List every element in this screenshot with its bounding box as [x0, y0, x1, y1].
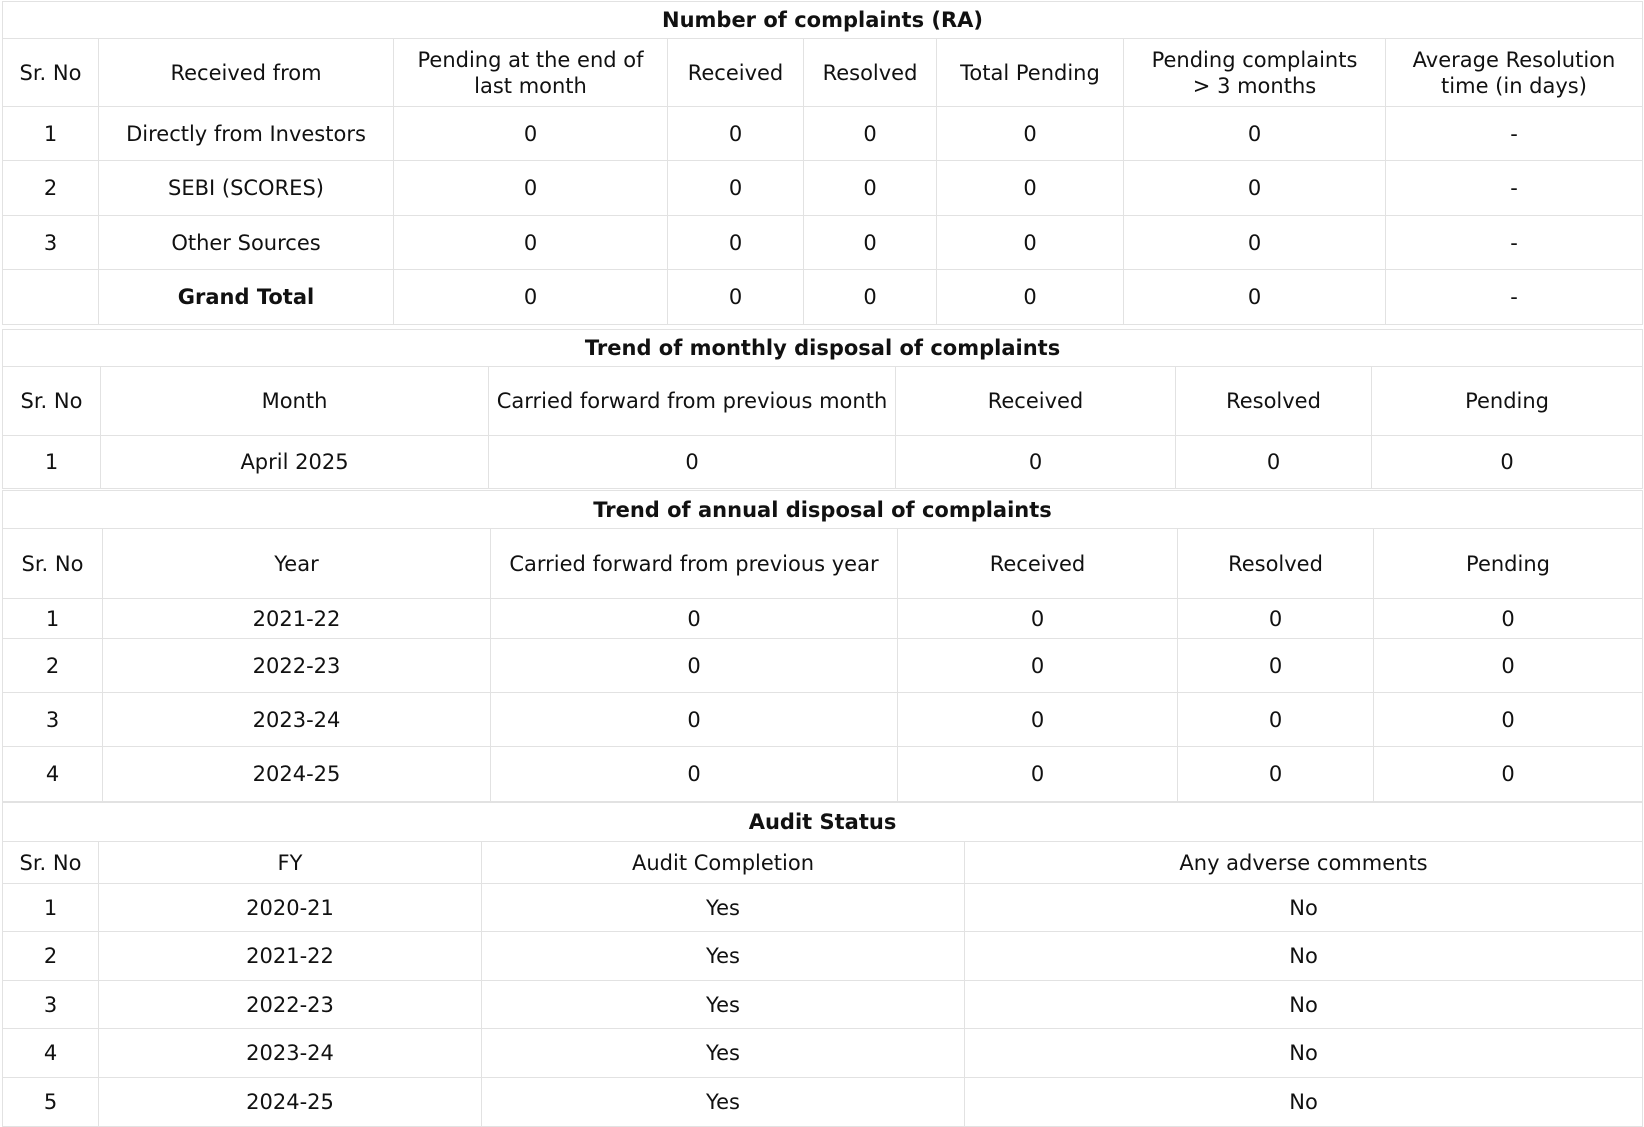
header-row — [3, 39, 1643, 107]
cell-total-pending: 0 — [937, 107, 1124, 161]
cell-received: 0 — [898, 747, 1178, 802]
table-row — [3, 884, 1643, 932]
col-header-pending: Pending — [1372, 367, 1643, 436]
cell-sr: 1 — [3, 599, 103, 639]
header-row — [3, 842, 1643, 884]
cell-year: 2022-23 — [103, 639, 491, 693]
cell-pending: 0 — [1372, 436, 1643, 489]
cell-fy: 2022-23 — [99, 981, 482, 1029]
col-header-resolved: Resolved — [804, 39, 937, 107]
cell-total-pending: 0 — [937, 216, 1124, 270]
header-row — [3, 529, 1643, 599]
col-header-received: Received — [668, 39, 804, 107]
cell-completion: Yes — [482, 932, 965, 981]
cell-completion: Yes — [482, 1078, 965, 1127]
col-header-audit-completion: Audit Completion — [482, 842, 965, 884]
audit-table-title: Audit Status — [3, 803, 1643, 842]
cell-received: 0 — [898, 693, 1178, 747]
col-header-sr-no: Sr. No — [3, 39, 99, 107]
cell-adverse: No — [965, 1078, 1643, 1127]
col-header-pending-end — [394, 39, 668, 107]
cell-fy: 2021-22 — [99, 932, 482, 981]
cell-resolved: 0 — [1176, 436, 1372, 489]
cell-carried: 0 — [491, 639, 898, 693]
cell-pending-3m: 0 — [1124, 161, 1386, 216]
cell-total-pending: 0 — [937, 270, 1124, 325]
cell-fy: 2020-21 — [99, 884, 482, 932]
cell-sr: 3 — [3, 216, 99, 270]
cell-completion: Yes — [482, 884, 965, 932]
complaints-table-title: Number of complaints (RA) — [3, 2, 1643, 39]
col-header-resolved: Resolved — [1176, 367, 1372, 436]
cell-received: 0 — [668, 161, 804, 216]
cell-pending-3m: 0 — [1124, 216, 1386, 270]
complaints-table — [2, 1, 1643, 325]
monthly-table-title: Trend of monthly disposal of complaints — [3, 330, 1643, 367]
col-header-sr-no: Sr. No — [3, 842, 99, 884]
cell-resolved: 0 — [1178, 639, 1374, 693]
table-row — [3, 1029, 1643, 1078]
table-row — [3, 436, 1643, 489]
col-header-fy: FY — [99, 842, 482, 884]
cell-resolved: 0 — [1178, 599, 1374, 639]
cell-resolved: 0 — [804, 216, 937, 270]
cell-pending: 0 — [1374, 599, 1643, 639]
table-title-row — [3, 2, 1643, 39]
cell-resolved: 0 — [804, 107, 937, 161]
cell-year: 2021-22 — [103, 599, 491, 639]
cell-sr — [3, 270, 99, 325]
table-row — [3, 1078, 1643, 1127]
cell-avg: - — [1386, 107, 1643, 161]
cell-carried: 0 — [489, 436, 896, 489]
cell-pending: 0 — [1374, 693, 1643, 747]
cell-adverse: No — [965, 932, 1643, 981]
cell-adverse: No — [965, 981, 1643, 1029]
col-header-month: Month — [101, 367, 489, 436]
cell-pending-end: 0 — [394, 107, 668, 161]
table-row — [3, 747, 1643, 802]
cell-sr: 2 — [3, 161, 99, 216]
cell-resolved: 0 — [804, 270, 937, 325]
cell-adverse: No — [965, 884, 1643, 932]
cell-sr: 1 — [3, 107, 99, 161]
cell-pending-3m: 0 — [1124, 270, 1386, 325]
col-header-total-pending: Total Pending — [937, 39, 1124, 107]
cell-sr: 4 — [3, 747, 103, 802]
cell-sr: 1 — [3, 436, 101, 489]
annual-table-title: Trend of annual disposal of complaints — [3, 491, 1643, 529]
table-row — [3, 932, 1643, 981]
header-line: > 3 months — [1192, 73, 1317, 98]
annual-disposal-table — [2, 490, 1643, 802]
cell-pending-end: 0 — [394, 161, 668, 216]
table-row — [3, 107, 1643, 161]
col-header-year: Year — [103, 529, 491, 599]
col-header-sr-no: Sr. No — [3, 529, 103, 599]
cell-resolved: 0 — [804, 161, 937, 216]
cell-received: 0 — [668, 107, 804, 161]
cell-sr: 3 — [3, 693, 103, 747]
cell-resolved: 0 — [1178, 693, 1374, 747]
cell-resolved: 0 — [1178, 747, 1374, 802]
cell-fy: 2023-24 — [99, 1029, 482, 1078]
table-row — [3, 216, 1643, 270]
cell-source: SEBI (SCORES) — [99, 161, 394, 216]
cell-source: Directly from Investors — [99, 107, 394, 161]
col-header-received-from: Received from — [99, 39, 394, 107]
header-line: Pending complaints — [1151, 47, 1358, 72]
cell-pending-end: 0 — [394, 216, 668, 270]
cell-avg: - — [1386, 161, 1643, 216]
cell-month: April 2025 — [101, 436, 489, 489]
col-header-received: Received — [896, 367, 1176, 436]
cell-total-pending: 0 — [937, 161, 1124, 216]
cell-fy: 2024-25 — [99, 1078, 482, 1127]
cell-carried: 0 — [491, 599, 898, 639]
col-header-carried-forward: Carried forward from previous month — [489, 367, 896, 436]
cell-sr: 2 — [3, 932, 99, 981]
cell-carried: 0 — [491, 693, 898, 747]
cell-avg: - — [1386, 270, 1643, 325]
monthly-disposal-table — [2, 329, 1643, 489]
cell-received: 0 — [898, 639, 1178, 693]
cell-sr: 1 — [3, 884, 99, 932]
col-header-received: Received — [898, 529, 1178, 599]
col-header-avg-resolution — [1386, 39, 1643, 107]
cell-source: Other Sources — [99, 216, 394, 270]
cell-received: 0 — [668, 216, 804, 270]
col-header-adverse-comments: Any adverse comments — [965, 842, 1643, 884]
grand-total-label: Grand Total — [99, 270, 394, 325]
header-row — [3, 367, 1643, 436]
cell-completion: Yes — [482, 1029, 965, 1078]
total-row — [3, 270, 1643, 325]
col-header-carried-forward: Carried forward from previous year — [491, 529, 898, 599]
cell-received: 0 — [896, 436, 1176, 489]
cell-sr: 2 — [3, 639, 103, 693]
col-header-sr-no: Sr. No — [3, 367, 101, 436]
table-row — [3, 693, 1643, 747]
header-line: Pending at the end of — [417, 47, 644, 72]
cell-year: 2024-25 — [103, 747, 491, 802]
col-header-pending-3-months — [1124, 39, 1386, 107]
cell-pending: 0 — [1374, 639, 1643, 693]
cell-pending: 0 — [1374, 747, 1643, 802]
col-header-pending: Pending — [1374, 529, 1643, 599]
table-title-row — [3, 491, 1643, 529]
header-line: last month — [474, 73, 587, 98]
cell-year: 2023-24 — [103, 693, 491, 747]
col-header-resolved: Resolved — [1178, 529, 1374, 599]
cell-sr: 3 — [3, 981, 99, 1029]
table-row — [3, 161, 1643, 216]
header-line: Average Resolution — [1412, 47, 1616, 72]
cell-pending-3m: 0 — [1124, 107, 1386, 161]
cell-avg: - — [1386, 216, 1643, 270]
cell-carried: 0 — [491, 747, 898, 802]
cell-pending-end: 0 — [394, 270, 668, 325]
cell-completion: Yes — [482, 981, 965, 1029]
table-row — [3, 981, 1643, 1029]
cell-sr: 5 — [3, 1078, 99, 1127]
table-title-row — [3, 803, 1643, 842]
table-row — [3, 639, 1643, 693]
cell-received: 0 — [898, 599, 1178, 639]
cell-adverse: No — [965, 1029, 1643, 1078]
table-title-row — [3, 330, 1643, 367]
table-row — [3, 599, 1643, 639]
cell-sr: 4 — [3, 1029, 99, 1078]
header-line: time (in days) — [1441, 73, 1587, 98]
audit-status-table — [2, 802, 1643, 1127]
cell-received: 0 — [668, 270, 804, 325]
